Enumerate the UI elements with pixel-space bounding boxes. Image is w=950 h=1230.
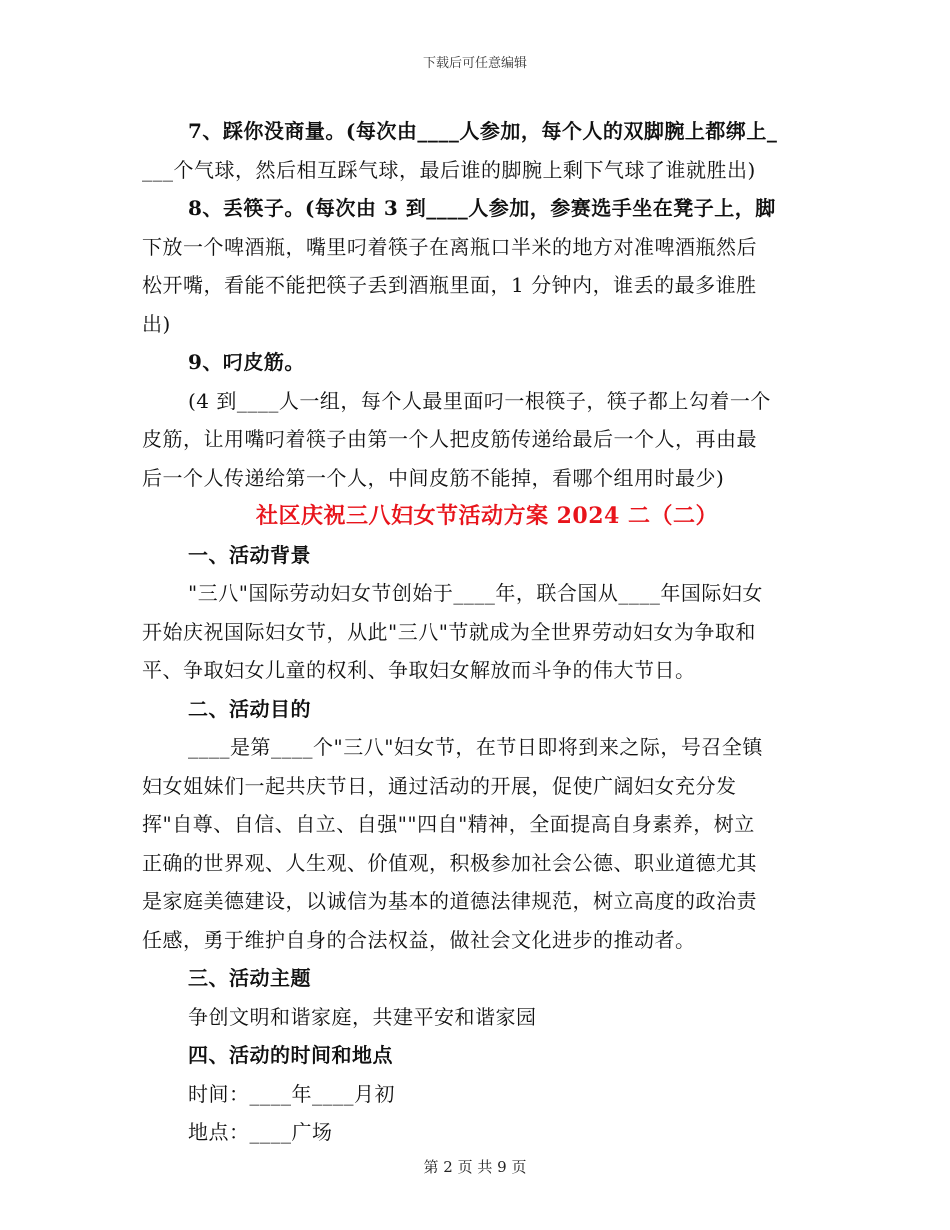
paragraph-line: 平、争取妇女儿童的权利、争取妇女解放而斗争的伟大节日。 (142, 658, 696, 682)
paragraph-line: 任感，勇于维护自身的合法权益，做社会文化进步的推动者。 (142, 927, 696, 952)
paragraph-line: 下放一个啤酒瓶，嘴里叼着筷子在离瓶口半米的地方对准啤酒瓶然后 (142, 234, 757, 259)
paragraph-line: 挥"自尊、自信、自立、自强""四自"精神，全面提高自身素养，树立 (142, 812, 755, 836)
paragraph-line: "三八"国际劳动妇女节创始于____年，联合国从____年国际妇女 (188, 581, 763, 605)
paragraph-line: 松开嘴，看能不能把筷子丢到酒瓶里面，1 分钟内，谁丢的最多谁胜 (142, 273, 757, 297)
heading-background: 一、活动背景 (188, 542, 311, 567)
paragraph-line: (4 到____人一组，每个人最里面叼一根筷子，筷子都上勾着一个 (188, 388, 771, 413)
paragraph-line: 后一个人传递给第一个人，中间皮筋不能掉，看哪个组用时最少) (142, 465, 725, 490)
paragraph-line: 皮筋，让用嘴叼着筷子由第一个人把皮筋传递给最后一个人，再由最 (142, 427, 757, 451)
place-line: 地点：____广场 (188, 1120, 333, 1144)
paragraph-line: 是家庭美德建设，以诚信为基本的道德法律规范，树立高度的政治责 (142, 889, 757, 913)
heading-purpose: 二、活动目的 (188, 696, 311, 721)
paragraph-line: 妇女姐妹们一起共庆节日，通过活动的开展，促使广阔妇女充分发 (142, 773, 737, 798)
paragraph-line: ___个气球，然后相互踩气球，最后谁的脚腕上剩下气球了谁就胜出) (142, 157, 756, 182)
paragraph-line: 出) (142, 311, 171, 336)
heading-time-place: 四、活动的时间和地点 (188, 1043, 393, 1067)
time-line: 时间：____年____月初 (188, 1081, 395, 1106)
section-title: 社区庆祝三八妇女节活动方案 2024 二（二） (255, 503, 719, 529)
paragraph-line: ____是第____个"三八"妇女节，在节日即将到来之际，号召全镇 (188, 735, 763, 759)
page-header: 下载后可任意编辑 (422, 56, 527, 71)
item-8-heading: 8、丢筷子。(每次由 3 到____人参加，参赛选手坐在凳子上，脚 (188, 196, 776, 220)
paragraph-line: 正确的世界观、人生观、价值观，积极参加社会公德、职业道德尤其 (142, 850, 757, 875)
item-7-heading: 7、踩你没商量。(每次由____人参加，每个人的双脚腕上都绑上_ (188, 119, 778, 143)
document-body (142, 112, 812, 1152)
heading-theme: 三、活动主题 (188, 966, 311, 990)
paragraph-line: 开始庆祝国际妇女节，从此"三八"节就成为全世界劳动妇女为争取和 (142, 619, 756, 644)
page-footer: 第 2 页 共 9 页 (423, 1158, 527, 1176)
paragraph-line: 争创文明和谐家庭，共建平安和谐家园 (188, 1004, 537, 1029)
item-9-heading: 9、叼皮筋。 (188, 350, 305, 374)
